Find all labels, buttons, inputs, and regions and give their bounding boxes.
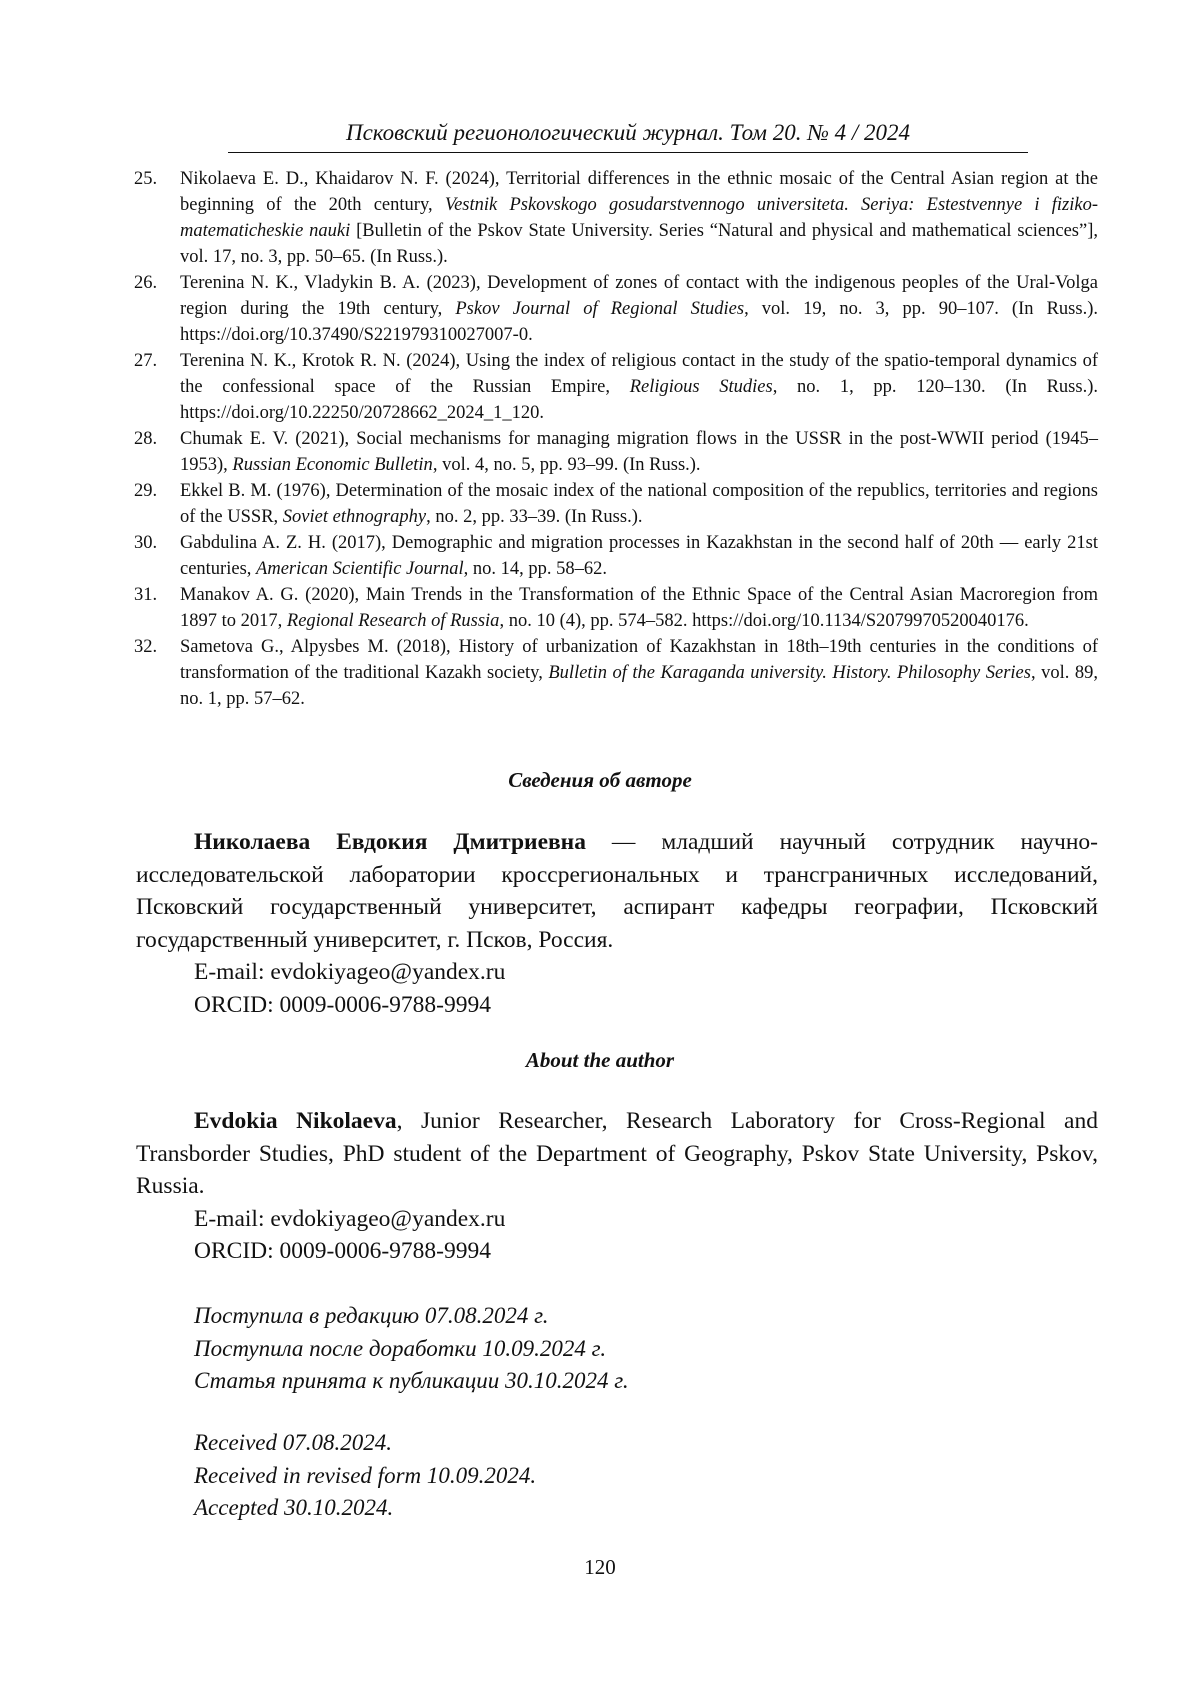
reference-item bbox=[134, 530, 1098, 582]
reference-number: 30. bbox=[134, 533, 158, 553]
page-number: 120 bbox=[584, 1555, 616, 1579]
reference-item bbox=[134, 426, 1098, 478]
reference-text: Terenina N. K., Krotok R. N. (2024), Using the index of religious contact in the study of the spatio-temporal dynamics of the confessional space of the Russian Empire, Religious Studies, no. 1, pp. 120–130. (In Russ.). https://doi.org/10.22250/20728662_2024_1_120. bbox=[180, 351, 1098, 423]
date-line: Received in revised form 10.09.2024. bbox=[194, 1462, 537, 1488]
reference-number: 32. bbox=[134, 637, 158, 657]
date-line: Поступила после доработки 10.09.2024 г. bbox=[194, 1335, 607, 1361]
reference-text: Sametova G., Alpysbes M. (2018), History of urbanization of Kazakhstan in 18th–19th centuries in the conditions of transformation of the traditional Kazakh society, Bulletin of the Karaganda university. History. Philosophy Series, vol. 89, no. 1, pp. 57–62. bbox=[180, 637, 1098, 709]
reference-item bbox=[134, 270, 1098, 348]
running-header: Псковский регионологический журнал. Том 20. № 4 / 2024 bbox=[228, 120, 1028, 153]
reference-number: 26. bbox=[134, 273, 158, 293]
author-bio-ru bbox=[136, 826, 1098, 1021]
reference-number: 31. bbox=[134, 585, 158, 605]
date-line: Received 07.08.2024. bbox=[194, 1430, 392, 1455]
reference-text: Manakov A. G. (2020), Main Trends in the Transformation of the Ethnic Space of the Central Asian Macroregion from 1897 to 2017, Regional Research of Russia, no. 10 (4), pp. 574–582. https://doi.org/10.1134/S2079970520040176. bbox=[180, 585, 1098, 631]
date-line: Поступила в редакцию 07.08.2024 г. bbox=[194, 1303, 549, 1328]
reference-text: Terenina N. K., Vladykin B. A. (2023), Development of zones of contact with the indigenous peoples of the Ural-Volga region during the 19th century, Pskov Journal of Regional Studies, vol. 19, no. 3, pp. 90–107. (In Russ.). https://doi.org/10.37490/S221979310027007-0. bbox=[180, 273, 1098, 345]
author-bio-paragraph: Evdokia Nikolaeva, Junior Researcher, Research Laboratory for Cross-Regional and Transborder Studies, PhD student of the Department of Geography, Pskov State University, Pskov, Russia. bbox=[136, 1108, 1098, 1199]
reference-list bbox=[134, 166, 1098, 712]
author-name: Николаева Евдокия Дмитриевна bbox=[194, 829, 586, 855]
author-email: E-mail: evdokiyageo@yandex.ru bbox=[194, 959, 506, 985]
reference-item bbox=[134, 582, 1098, 634]
reference-text: Ekkel B. M. (1976), Determination of the mosaic index of the national composition of the republics, territories and regions of the USSR, Soviet ethnography, no. 2, pp. 33–39. (In Russ.). bbox=[180, 481, 1098, 527]
author-name: Evdokia Nikolaeva bbox=[194, 1108, 397, 1134]
author-bio-en bbox=[136, 1105, 1098, 1268]
author-heading-ru: Сведения об авторе bbox=[508, 768, 692, 792]
author-orcid: ORCID: 0009-0006-9788-9994 bbox=[194, 1238, 491, 1264]
reference-item bbox=[134, 634, 1098, 712]
reference-number: 25. bbox=[134, 169, 158, 189]
date-line: Accepted 30.10.2024. bbox=[194, 1495, 394, 1520]
author-bio-paragraph: Николаева Евдокия Дмитриевна — младший научный сотрудник научно-исследовательской лаборатории кроссрегиональных и трансграничных исследований, Псковский государственный университет, аспирант кафедры географии, Псковский государственный университет, г. Псков, Россия. bbox=[136, 829, 1098, 953]
author-orcid: ORCID: 0009-0006-9788-9994 bbox=[194, 991, 491, 1018]
article-dates-en bbox=[194, 1427, 536, 1525]
date-line: Статья принята к публикации 30.10.2024 г. bbox=[194, 1368, 629, 1393]
reference-item bbox=[134, 166, 1098, 270]
article-dates-ru bbox=[194, 1300, 629, 1398]
reference-item bbox=[134, 348, 1098, 426]
reference-text: Chumak E. V. (2021), Social mechanisms for managing migration flows in the USSR in the post-WWII period (1945–1953), Russian Economic Bulletin, vol. 4, no. 5, pp. 93–99. (In Russ.). bbox=[180, 429, 1098, 475]
reference-item bbox=[134, 478, 1098, 530]
reference-text: Gabdulina A. Z. H. (2017), Demographic and migration processes in Kazakhstan in the second half of 20th — early 21st centuries, American Scientific Journal, no. 14, pp. 58–62. bbox=[180, 533, 1098, 579]
reference-text: Nikolaeva E. D., Khaidarov N. F. (2024), Territorial differences in the ethnic mosaic of the Central Asian region at the beginning of the 20th century, Vestnik Pskovskogo gosudarstvennogo universiteta. Seriya: Estestvennye i fiziko-matematicheskie nauki [Bulletin of the Pskov State University. Series “Natural and physical and mathematical sciences”], vol. 17, no. 3, pp. 50–65. (In Russ.). bbox=[180, 169, 1099, 267]
reference-number: 28. bbox=[134, 429, 158, 449]
reference-number: 27. bbox=[134, 351, 158, 371]
author-email: E-mail: evdokiyageo@yandex.ru bbox=[194, 1205, 506, 1232]
reference-number: 29. bbox=[134, 481, 158, 501]
author-heading-en: About the author bbox=[525, 1048, 675, 1072]
